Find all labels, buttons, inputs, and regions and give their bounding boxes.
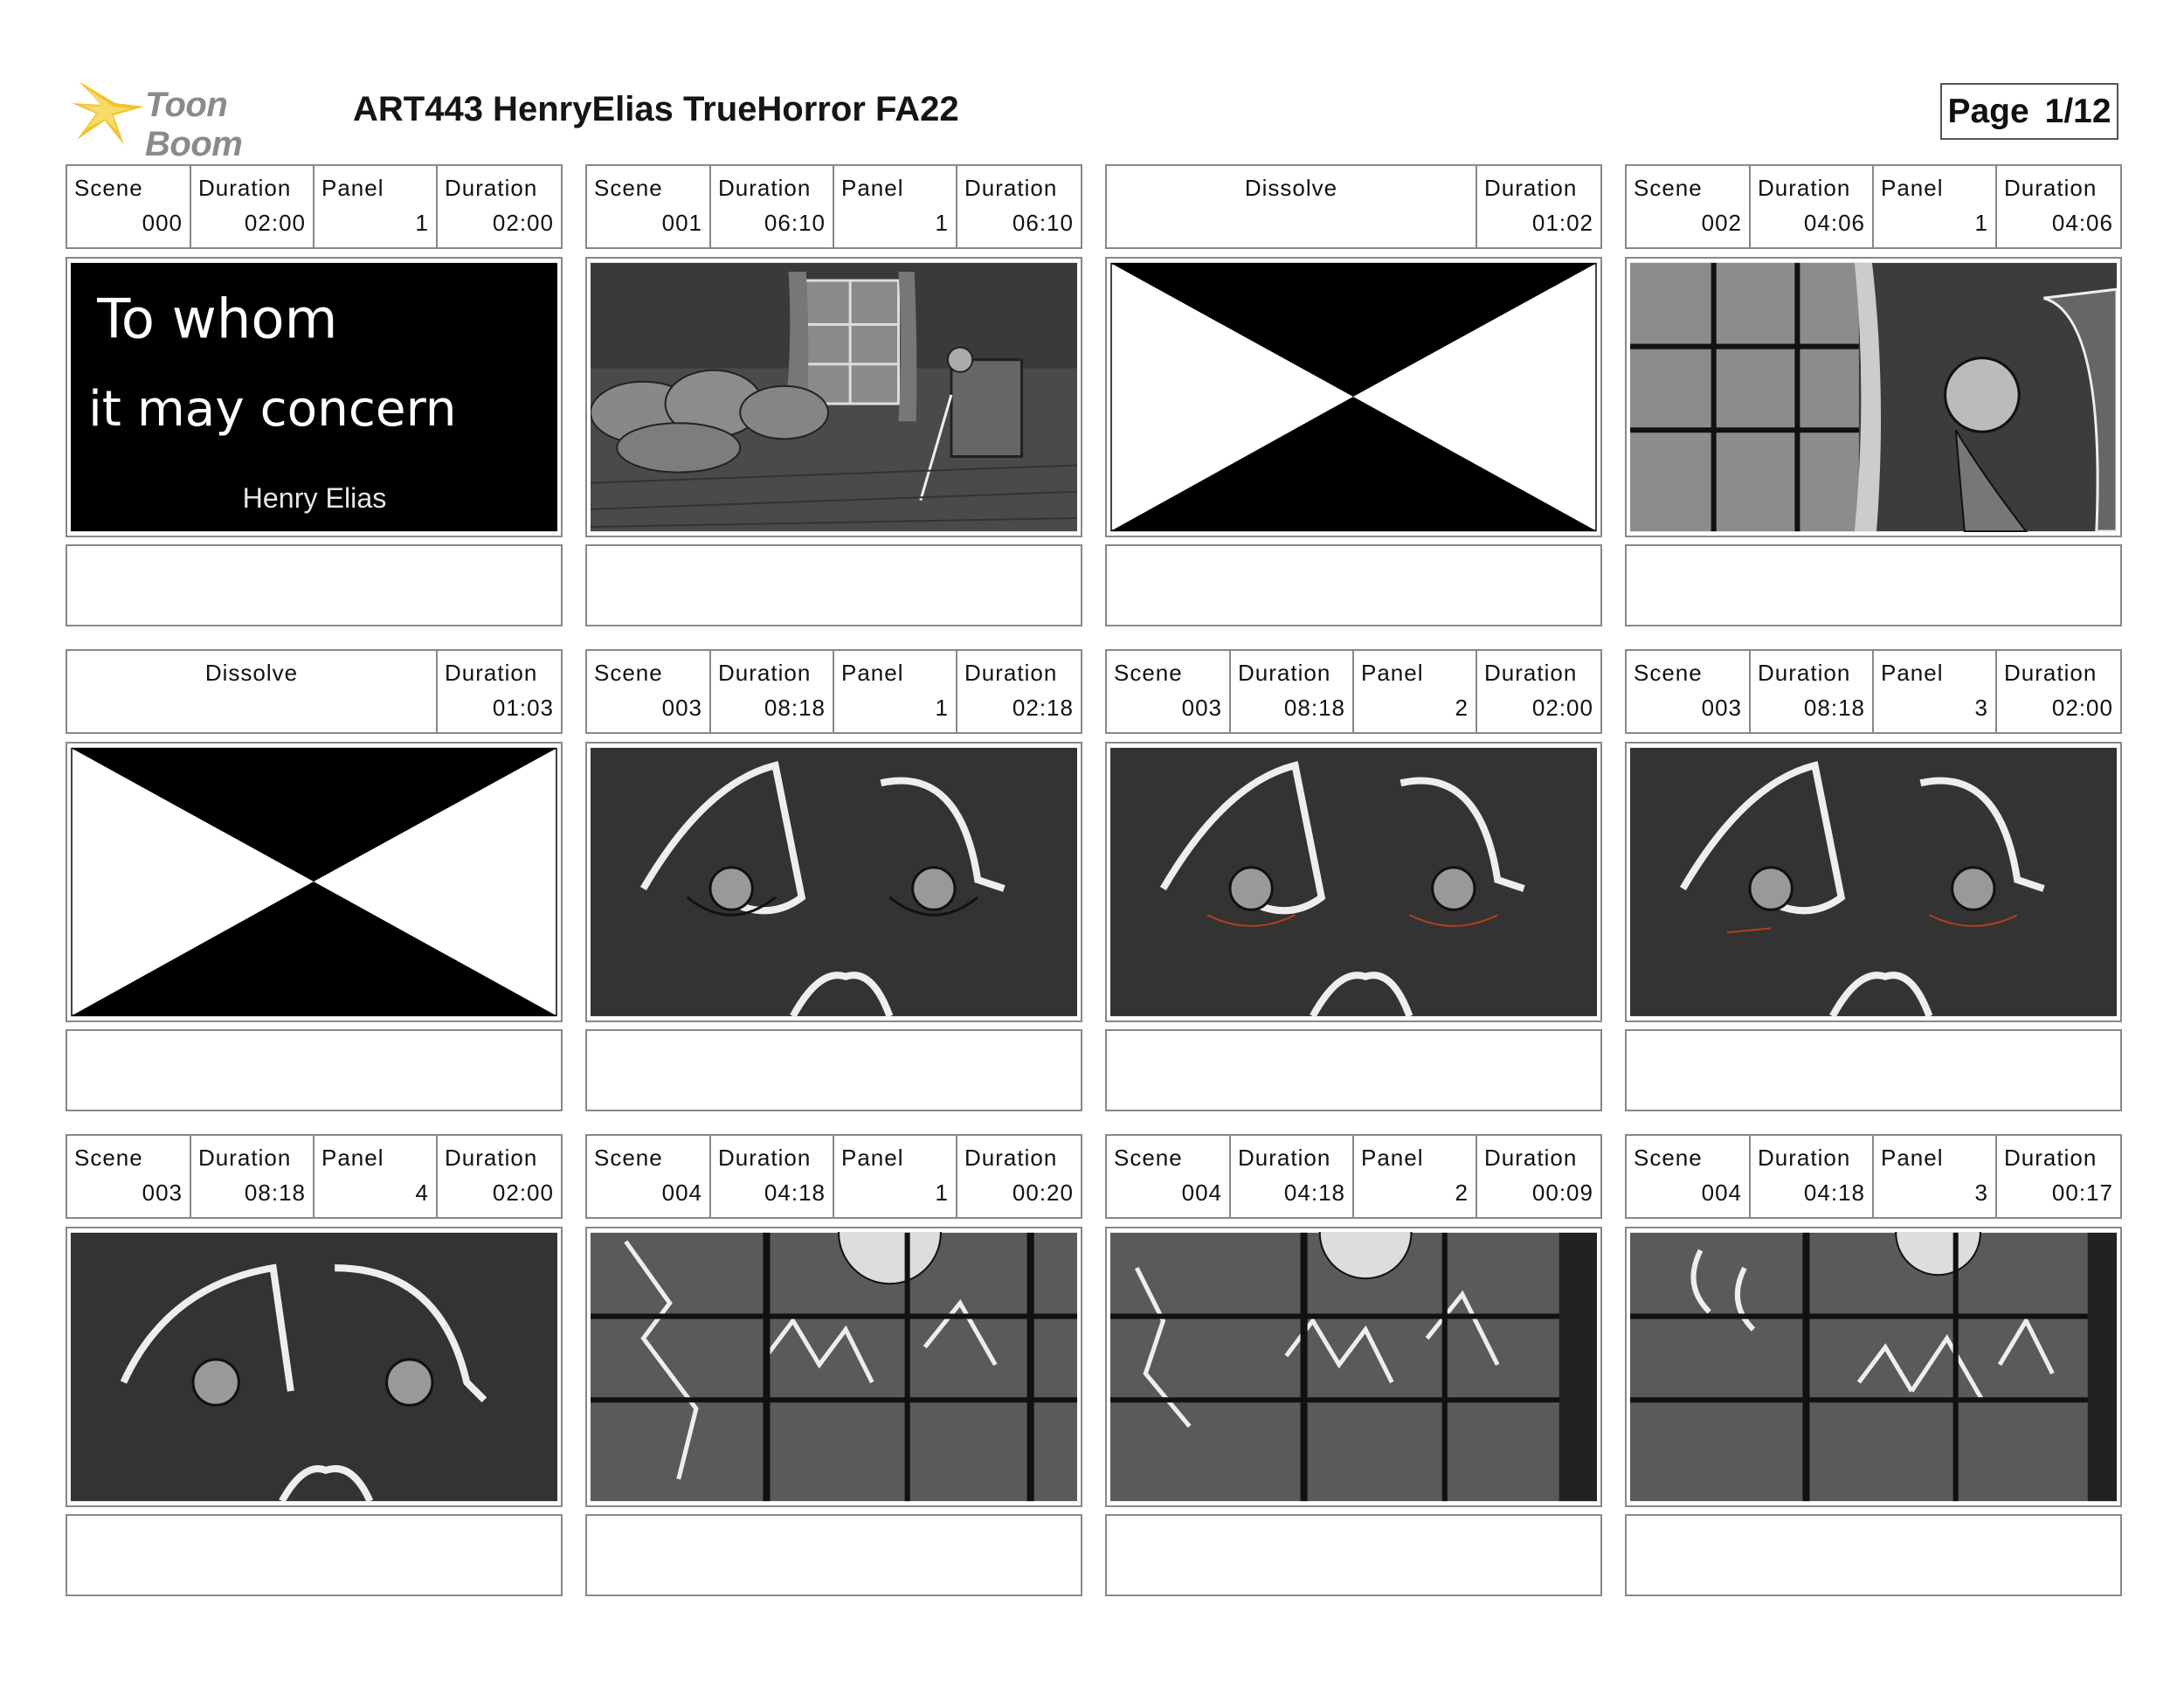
eyes-closeup-image — [591, 747, 1077, 1017]
scene-number: 003 — [142, 1180, 183, 1206]
panel-header — [1625, 1134, 2122, 1219]
eyes-closeup-image — [71, 1232, 557, 1502]
panel-image — [585, 742, 1082, 1022]
panel-duration: 02:00 — [2051, 695, 2113, 721]
panel-number: 1 — [415, 210, 429, 236]
panel-header — [1105, 1134, 1602, 1219]
panel-duration: 06:10 — [1012, 210, 1074, 236]
panel-notes[interactable] — [1625, 1514, 2122, 1596]
panel-duration: 02:00 — [1531, 695, 1593, 721]
scene-duration: 08:18 — [1283, 695, 1345, 721]
scene-label: Scene — [594, 1145, 663, 1171]
duration-label: Duration — [2004, 175, 2098, 201]
night-forest-window-image — [1630, 1232, 2117, 1502]
panel-duration: 04:06 — [2051, 210, 2113, 236]
scene-duration: 04:06 — [1803, 210, 1865, 236]
transition-image — [1105, 257, 1602, 537]
scene-number: 003 — [1701, 695, 1742, 721]
scene-number: 003 — [1181, 695, 1222, 721]
panel-duration: 02:18 — [1012, 695, 1074, 721]
panel-header — [1625, 649, 2122, 734]
toon-boom-logo — [70, 77, 332, 163]
panel-notes[interactable] — [1105, 1514, 1602, 1596]
panel-notes[interactable] — [66, 1514, 563, 1596]
panel-header — [66, 164, 563, 249]
scene-number: 004 — [1701, 1180, 1742, 1206]
page-indicator — [1940, 83, 2118, 140]
panel-duration: 02:00 — [492, 1180, 554, 1206]
panel-header — [66, 1134, 563, 1219]
transition-header — [66, 649, 563, 734]
scene-label: Scene — [1634, 1145, 1703, 1171]
panel-number: 1 — [935, 1180, 949, 1206]
panel-notes[interactable] — [585, 544, 1082, 626]
title-card-line1: To whom — [97, 287, 338, 351]
duration-label: Duration — [2004, 1145, 2098, 1171]
duration-label: Duration — [964, 660, 1058, 686]
panel-notes[interactable] — [585, 1514, 1082, 1596]
panel-image — [1625, 257, 2122, 537]
duration-label: Duration — [1758, 175, 1851, 201]
scene-label: Scene — [1114, 1145, 1183, 1171]
panel-notes[interactable] — [1105, 1029, 1602, 1111]
panel-number: 4 — [415, 1180, 429, 1206]
duration-label: Duration — [964, 1145, 1058, 1171]
duration-label: Duration — [1484, 175, 1578, 201]
panel-notes[interactable] — [66, 1029, 563, 1111]
panel-notes[interactable] — [66, 544, 563, 626]
night-forest-window-image — [591, 1232, 1077, 1502]
scene-duration: 04:18 — [1283, 1180, 1345, 1206]
panel-label: Panel — [1881, 175, 1944, 201]
star-burst-icon — [70, 77, 149, 152]
panel-header — [585, 164, 1082, 249]
panel-duration: 02:00 — [492, 210, 554, 236]
panel-label: Panel — [1361, 660, 1424, 686]
scene-label: Scene — [74, 175, 143, 201]
scene-number: 004 — [661, 1180, 702, 1206]
panel-number: 2 — [1455, 1180, 1469, 1206]
panel-header — [1105, 649, 1602, 734]
scene-label: Scene — [1634, 660, 1703, 686]
brand-name: Toon Boom — [145, 86, 243, 163]
panel-number: 1 — [935, 695, 949, 721]
scene-label: Scene — [74, 1145, 143, 1171]
duration-label: Duration — [1484, 1145, 1578, 1171]
panel-image — [1105, 742, 1602, 1022]
panel-notes[interactable] — [1625, 1029, 2122, 1111]
night-forest-window-image — [1110, 1232, 1597, 1502]
panel-label: Panel — [321, 175, 384, 201]
eyes-closeup-image — [1630, 747, 2117, 1017]
panel-number: 3 — [1974, 1180, 1988, 1206]
scene-duration: 04:18 — [1803, 1180, 1865, 1206]
eyes-closeup-image — [1110, 747, 1597, 1017]
duration-label: Duration — [718, 175, 812, 201]
panel-duration: 00:09 — [1531, 1180, 1593, 1206]
duration-label: Duration — [445, 660, 538, 686]
duration-label: Duration — [1758, 660, 1851, 686]
duration-label: Duration — [718, 660, 812, 686]
scene-number: 000 — [142, 210, 183, 236]
scene-label: Scene — [594, 660, 663, 686]
scene-label: Scene — [594, 175, 663, 201]
panel-notes[interactable] — [1105, 544, 1602, 626]
document-title: ART443 HenryElias TrueHorror FA22 — [353, 90, 959, 128]
panel-image — [66, 1227, 563, 1507]
panel-label: Panel — [1361, 1145, 1424, 1171]
scene-duration: 02:00 — [244, 210, 306, 236]
scene-label: Scene — [1114, 660, 1183, 686]
transition-label: Dissolve — [204, 660, 299, 686]
panel-number: 2 — [1455, 695, 1469, 721]
panel-header — [585, 649, 1082, 734]
panel-duration: 00:17 — [2051, 1180, 2113, 1206]
duration-label: Duration — [1238, 660, 1331, 686]
panel-duration: 00:20 — [1012, 1180, 1074, 1206]
scene-number: 003 — [661, 695, 702, 721]
panel-label: Panel — [841, 1145, 904, 1171]
panel-label: Panel — [1881, 660, 1944, 686]
page-number: 1/12 — [2044, 92, 2111, 130]
scene-duration: 08:18 — [764, 695, 826, 721]
window-sketch-image — [1630, 262, 2117, 532]
panel-image — [585, 257, 1082, 537]
transition-header — [1105, 164, 1602, 249]
panel-image — [1625, 1227, 2122, 1507]
transition-label: Dissolve — [1244, 175, 1338, 201]
panel-header — [585, 1134, 1082, 1219]
scene-duration: 08:18 — [244, 1180, 306, 1206]
panel-notes[interactable] — [1625, 544, 2122, 626]
duration-label: Duration — [718, 1145, 812, 1171]
scene-number: 002 — [1701, 210, 1742, 236]
room-sketch-image — [591, 262, 1077, 532]
panel-image — [1625, 742, 2122, 1022]
scene-number: 001 — [661, 210, 702, 236]
duration-label: Duration — [2004, 660, 2098, 686]
panel-header — [1625, 164, 2122, 249]
scene-duration: 08:18 — [1803, 695, 1865, 721]
transition-duration: 01:02 — [1531, 210, 1593, 236]
duration-label: Duration — [1484, 660, 1578, 686]
panel-number: 3 — [1974, 695, 1988, 721]
panel-notes[interactable] — [585, 1029, 1082, 1111]
transition-image — [66, 742, 563, 1022]
duration-label: Duration — [198, 175, 292, 201]
panel-label: Panel — [1881, 1145, 1944, 1171]
panel-image — [585, 1227, 1082, 1507]
transition-duration: 01:03 — [492, 695, 554, 721]
title-card-line2: it may concern — [88, 381, 457, 439]
panel-label: Panel — [841, 175, 904, 201]
duration-label: Duration — [198, 1145, 292, 1171]
panel-image — [1105, 1227, 1602, 1507]
duration-label: Duration — [964, 175, 1058, 201]
dissolve-icon — [1110, 262, 1597, 532]
duration-label: Duration — [445, 175, 538, 201]
page-label: Page — [1947, 92, 2029, 130]
scene-label: Scene — [1634, 175, 1703, 201]
panel-label: Panel — [321, 1145, 384, 1171]
duration-label: Duration — [1758, 1145, 1851, 1171]
scene-number: 004 — [1181, 1180, 1222, 1206]
panel-number: 1 — [1974, 210, 1988, 236]
dissolve-icon — [71, 747, 557, 1017]
title-card-credit: Henry Elias — [242, 481, 387, 514]
panel-label: Panel — [841, 660, 904, 686]
duration-label: Duration — [1238, 1145, 1331, 1171]
panel-number: 1 — [935, 210, 949, 236]
title-card-image — [71, 262, 557, 532]
scene-duration: 06:10 — [764, 210, 826, 236]
scene-duration: 04:18 — [764, 1180, 826, 1206]
panel-image — [66, 257, 563, 537]
duration-label: Duration — [445, 1145, 538, 1171]
